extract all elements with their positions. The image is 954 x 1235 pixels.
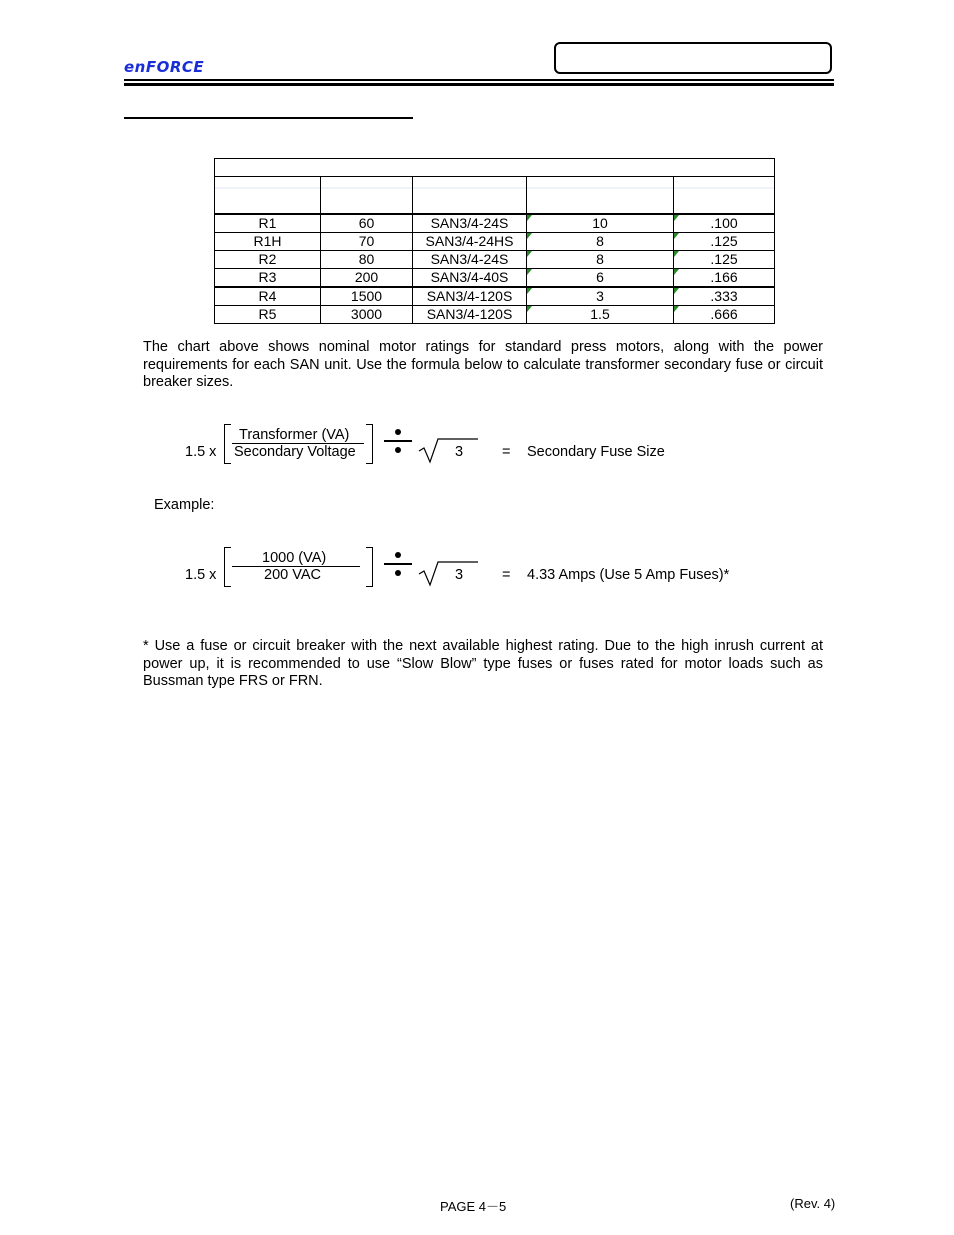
table-row	[215, 306, 775, 324]
formula-root-value: 3	[455, 444, 464, 460]
table-cell: 10	[527, 214, 674, 233]
table-cell: SAN3/4-24HS	[413, 233, 527, 251]
column-header	[215, 177, 321, 215]
right-bracket	[366, 424, 373, 464]
example-result: 4.33 Amps (Use 5 Amp Fuses)*	[527, 567, 730, 583]
enforce-logo: enFORCE	[124, 58, 205, 76]
section-title-underline	[124, 117, 413, 119]
formula-denominator: Secondary Voltage	[234, 444, 356, 460]
table-cell: 1500	[321, 287, 413, 306]
footnote-paragraph: * Use a fuse or circuit breaker with the next available highest rating. Due to the high inrush current at power up, it is recommended to use “Slow Blow” type fuses or fuses rated for motor loads such as Bussman type FRS or FRN.	[143, 638, 823, 689]
table-title	[215, 159, 775, 177]
formula-result: Secondary Fuse Size	[527, 444, 665, 460]
table-cell: .666	[674, 306, 775, 324]
table-cell: .333	[674, 287, 775, 306]
table-row	[215, 269, 775, 288]
formula-multiplier: 1.5 x	[185, 444, 217, 460]
column-header	[413, 177, 527, 215]
table-cell: R1H	[215, 233, 321, 251]
table-cell: .166	[674, 269, 775, 288]
divide-dot-top	[395, 429, 401, 435]
header-title-box	[554, 42, 832, 74]
divide-bar	[384, 563, 412, 565]
formula-numerator: Transformer (VA)	[239, 427, 350, 443]
table-row	[215, 251, 775, 269]
motor-ratings-table	[214, 158, 775, 324]
divide-bar	[384, 440, 412, 442]
table-cell: 200	[321, 269, 413, 288]
table-header-row	[215, 177, 775, 215]
intro-paragraph: The chart above shows nominal motor ratings for standard press motors, along with the power requirements for each SAN unit. Use the formula below to calculate transformer secondary fuse or circuit breaker sizes.	[143, 339, 823, 390]
table-cell: 3	[527, 287, 674, 306]
table-cell: .125	[674, 233, 775, 251]
table-row	[215, 233, 775, 251]
table-cell: 70	[321, 233, 413, 251]
table-cell: R3	[215, 269, 321, 288]
formula-equals: =	[502, 444, 511, 460]
column-header	[321, 177, 413, 215]
table-cell: R4	[215, 287, 321, 306]
example-equals: =	[502, 567, 511, 583]
square-root-icon	[418, 560, 480, 588]
divide-dot-bottom	[395, 447, 401, 453]
table-cell: SAN3/4-120S	[413, 306, 527, 324]
divide-dot-bottom	[395, 570, 401, 576]
table-cell: R1	[215, 214, 321, 233]
left-bracket	[224, 547, 231, 587]
table-cell: R2	[215, 251, 321, 269]
left-bracket	[224, 424, 231, 464]
divide-dot-top	[395, 552, 401, 558]
table-cell: SAN3/4-24S	[413, 214, 527, 233]
table-cell: SAN3/4-40S	[413, 269, 527, 288]
right-bracket	[366, 547, 373, 587]
table-cell: SAN3/4-120S	[413, 287, 527, 306]
table-cell: 60	[321, 214, 413, 233]
table-cell: R5	[215, 306, 321, 324]
table-cell: 8	[527, 233, 674, 251]
example-root-value: 3	[455, 567, 464, 583]
example-denominator: 200 VAC	[264, 567, 321, 583]
table-cell: 6	[527, 269, 674, 288]
table-cell: 3000	[321, 306, 413, 324]
header-rule-thick	[124, 83, 834, 86]
revision-label: (Rev. 4)	[790, 1196, 836, 1211]
table-cell: 1.5	[527, 306, 674, 324]
table-cell: .125	[674, 251, 775, 269]
header-rule	[124, 79, 834, 81]
table-row	[215, 287, 775, 306]
table-cell: 8	[527, 251, 674, 269]
column-header	[674, 177, 775, 215]
example-numerator: 1000 (VA)	[262, 550, 327, 566]
column-header	[527, 177, 674, 215]
table-title-row	[215, 159, 775, 177]
example-multiplier: 1.5 x	[185, 567, 217, 583]
table-cell: .100	[674, 214, 775, 233]
example-label: Example:	[154, 497, 215, 513]
table-cell: 80	[321, 251, 413, 269]
page-number: PAGE 4－5	[440, 1199, 507, 1214]
table-row	[215, 214, 775, 233]
square-root-icon	[418, 437, 480, 465]
table-cell: SAN3/4-24S	[413, 251, 527, 269]
